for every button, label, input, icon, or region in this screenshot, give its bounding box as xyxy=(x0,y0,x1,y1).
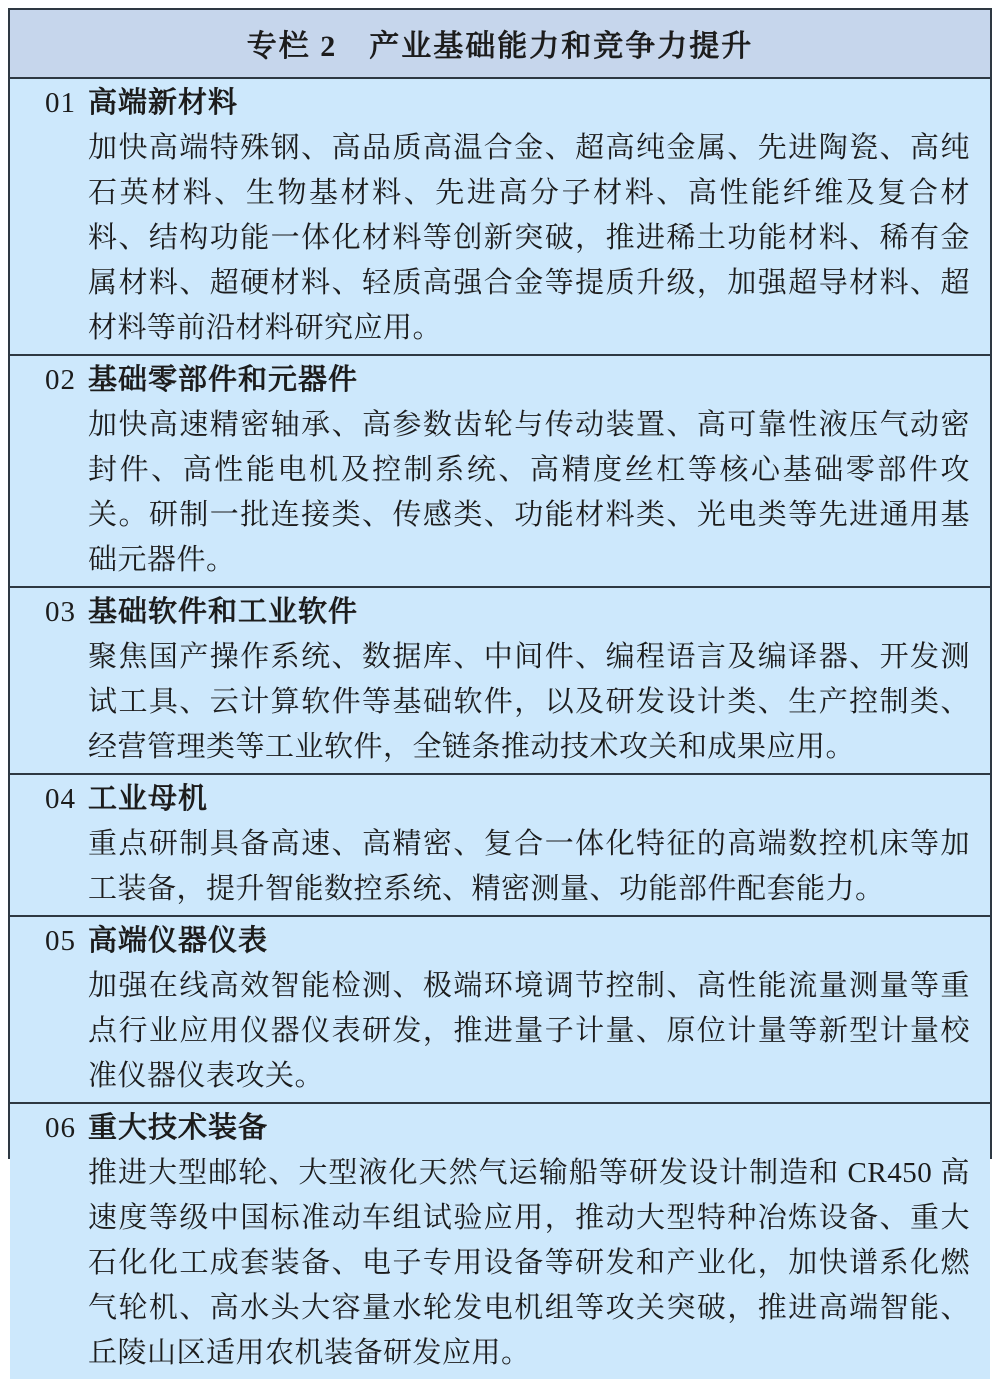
section-04 xyxy=(10,775,990,917)
section-head xyxy=(10,919,990,964)
section-05 xyxy=(10,917,990,1104)
section-head xyxy=(10,1106,990,1151)
section-01 xyxy=(10,79,990,356)
panel-title: 专栏 2 产业基础能力和竞争力提升 xyxy=(10,10,990,79)
section-number: 04 xyxy=(45,783,76,815)
section-03 xyxy=(10,588,990,775)
section-number: 05 xyxy=(45,925,76,957)
section-02 xyxy=(10,356,990,588)
section-body-text: 加快高速精密轴承、高参数齿轮与传动装置、高可靠性液压气动密封件、高性能电机及控制系统、高精度丝杠等核心基础零部件攻关。研制一批连接类、传感类、功能材料类、光电类等先进通用基础元器件。 xyxy=(88,409,970,576)
policy-box-panel xyxy=(8,8,992,1369)
section-title: 重大技术装备 xyxy=(88,1112,269,1144)
section-head xyxy=(10,81,990,126)
section-number: 01 xyxy=(45,87,76,119)
section-title: 工业母机 xyxy=(88,783,209,815)
section-06 xyxy=(10,1104,990,1379)
section-title: 高端仪器仪表 xyxy=(88,925,269,957)
section-title: 基础软件和工业软件 xyxy=(88,596,359,628)
section-body-text: 聚焦国产操作系统、数据库、中间件、编程语言及编译器、开发测试工具、云计算软件等基础软件，以及研发设计类、生产控制类、经营管理类等工业软件，全链条推动技术攻关和成果应用。 xyxy=(88,641,970,763)
section-head xyxy=(10,777,990,822)
section-number: 06 xyxy=(45,1112,76,1144)
section-title: 基础零部件和元器件 xyxy=(88,364,359,396)
section-number: 03 xyxy=(45,596,76,628)
section-body-text: 加快高端特殊钢、高品质高温合金、超高纯金属、先进陶瓷、高纯石英材料、生物基材料、先进高分子材料、高性能纤维及复合材料、结构功能一体化材料等创新突破，推进稀土功能材料、稀有金属材料、超硬材料、轻质高强合金等提质升级，加强超导材料、超材料等前沿材料研究应用。 xyxy=(88,132,970,344)
section-body-text: 推进大型邮轮、大型液化天然气运输船等研发设计制造和 CR450 高速度等级中国标准动车组试验应用，推动大型特种冶炼设备、重大石化化工成套装备、电子专用设备等研发和产业化，加快谱系化燃气轮机、高水头大容量水轮发电机组等攻关突破，推进高端智能、丘陵山区适用农机装备研发应用。 xyxy=(88,1157,970,1369)
section-number: 02 xyxy=(45,364,76,396)
section-head xyxy=(10,590,990,635)
section-body-text: 加强在线高效智能检测、极端环境调节控制、高性能流量测量等重点行业应用仪器仪表研发，推进量子计量、原位计量等新型计量校准仪器仪表攻关。 xyxy=(88,970,970,1092)
section-title: 高端新材料 xyxy=(88,87,239,119)
section-body-text: 重点研制具备高速、高精密、复合一体化特征的高端数控机床等加工装备，提升智能数控系统、精密测量、功能部件配套能力。 xyxy=(88,828,970,905)
section-head xyxy=(10,358,990,403)
